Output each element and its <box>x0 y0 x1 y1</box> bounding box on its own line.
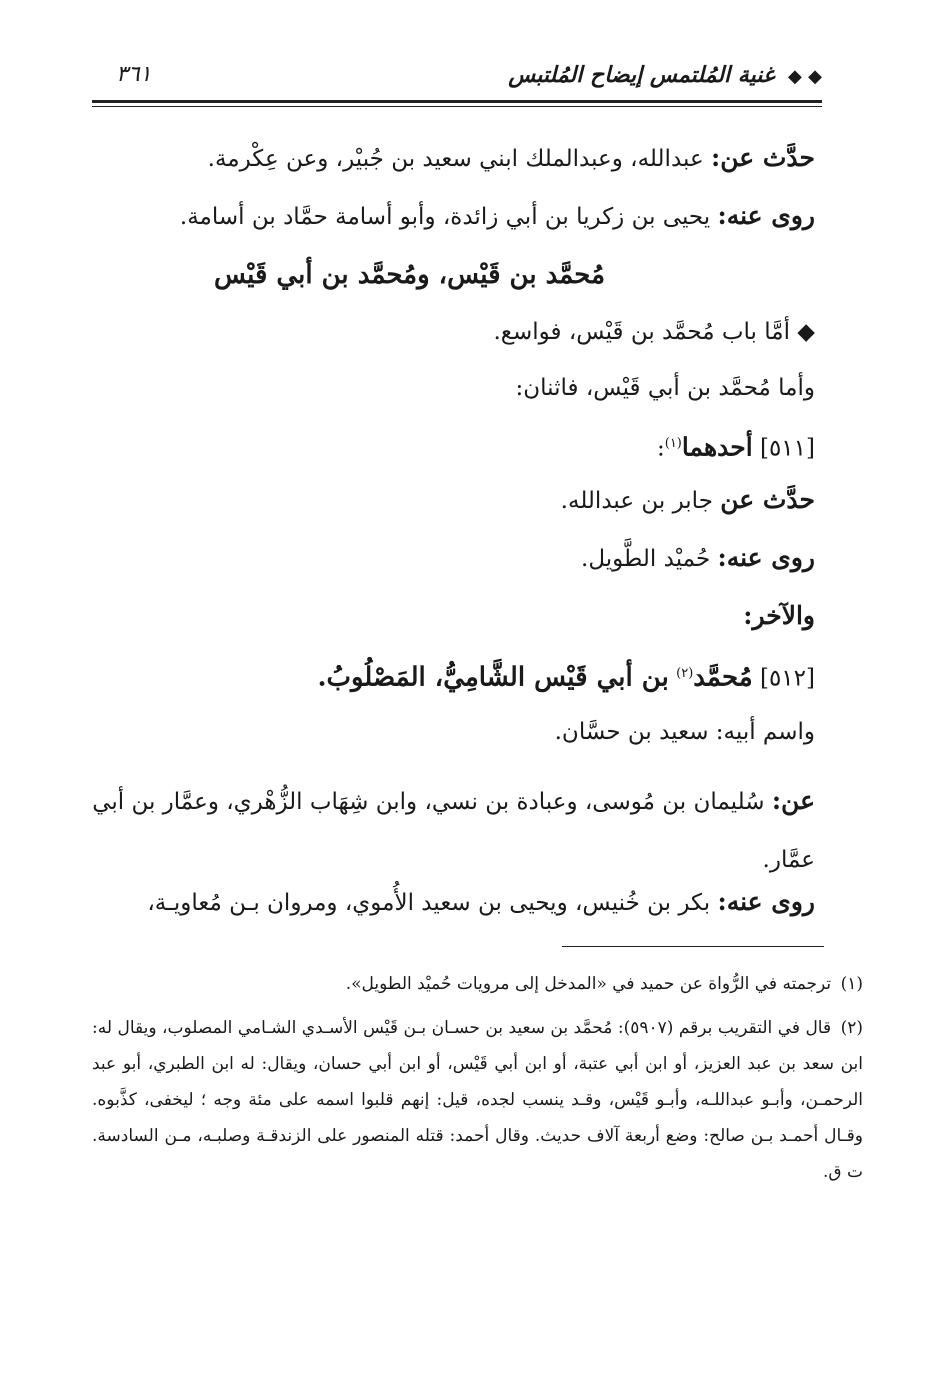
narrators-label: روى عنه: <box>717 543 815 572</box>
footnote-number: (١) <box>840 974 863 994</box>
the-other-label: والآخر: <box>743 601 815 630</box>
running-title-text: غنية المُلتمس إيضاح المُلتبس <box>508 62 775 88</box>
section-heading: مُحمَّد بن قَيْس، ومُحمَّد بن أبي قَيْس <box>213 260 606 290</box>
footnote-number: (٢) <box>840 1018 863 1038</box>
entry-tail: : <box>656 435 665 462</box>
header-divider <box>92 100 822 103</box>
entry-number: [٥١١] <box>759 435 815 462</box>
footnote-divider <box>562 946 824 947</box>
narrated-from-line-2 <box>561 484 815 517</box>
page-header <box>92 58 822 100</box>
narrators-text: حُميْد الطَّويل. <box>581 546 711 572</box>
narrated-from-label: حدَّث عن <box>720 485 815 514</box>
narrators-line-1 <box>180 200 815 233</box>
diamond-ornament-icon: ◆ ◆ <box>788 66 822 87</box>
narrators-label: روى عنه: <box>717 201 815 230</box>
narrators-line-3 <box>147 886 815 919</box>
footnote-marker: (٢) <box>676 666 694 681</box>
from-line <box>92 772 815 889</box>
entry-name: أحدهما <box>681 432 753 462</box>
narrated-from-line-1 <box>208 142 815 175</box>
footnote-text: ترجمته في الرُّواة عن حميد في «المدخل إلى مرويات حُميْد الطويل». <box>345 974 832 994</box>
narrated-from-text: عبدالله، وعبدالملك ابني سعيد بن جُبيْر، وعن عِكْرمة. <box>207 146 704 172</box>
narrated-from-label: حدَّث عن: <box>711 143 815 172</box>
paragraph-line: واسم أبيه: سعيد بن حسَّان. <box>554 719 815 745</box>
narrators-text: بكر بن خُنيس، ويحيى بن سعيد الأُموي، ومروان بـن مُعاويـة، <box>147 890 711 916</box>
paragraph-line: ◆ أمَّا باب مُحمَّد بن قَيْس، فواسع. <box>493 319 815 345</box>
entry-512 <box>317 658 815 695</box>
running-title <box>508 62 822 88</box>
footnote-marker: (١) <box>664 436 682 451</box>
entry-number: [٥١٢] <box>759 665 815 692</box>
entry-name-rest: بن أبي قَيْس الشَّامِيُّ، المَصْلُوبُ. <box>317 662 669 693</box>
narrators-label: روى عنه: <box>717 887 815 916</box>
entry-name: مُحمَّد <box>693 662 753 693</box>
header-divider-thin <box>92 106 822 107</box>
page-number: ٣٦١ <box>116 62 152 87</box>
narrators-line-2 <box>581 542 815 575</box>
narrators-text: يحيى بن زكريا بن أبي زائدة، وأبو أسامة حمَّاد بن أسامة. <box>179 204 711 230</box>
footnote-1 <box>92 966 863 1002</box>
paragraph-line: وأما مُحمَّد بن أبي قَيْس، فاثنان: <box>515 375 815 401</box>
from-text: سُليمان بن مُوسى، وعبادة بن نسي، وابن شِهَاب الزُّهْري، وعمَّار بن أبي عمَّار. <box>92 789 815 873</box>
footnote-2 <box>92 1010 863 1190</box>
from-label: عن: <box>771 786 815 815</box>
entry-511 <box>657 428 815 465</box>
footnote-text: قال في التقريب برقم (٥٩٠٧): مُحمَّد بن سعيد بن حسـان بـن قَيْس الأسـدي الشـامي المصلوب، ويقال له: ابن سعد بن عبد العزيز، أو ابن أبي عتبة، أو ابن أبي قَيْس، أو ابن أبي حسان، ويقال: له ابن الطبري، أبو عبد الرحمـن، وأبـو عبداللـه، وأبـو قَيْس، وقـد ينسب لجده، قيل: إنهم قلبوا اسمه على مئة وجه ؛ ليخفى، كذَّبوه. وقـال أحمـد بـن صالح: وضع أربعة آلاف حديث. وقال أحمد: قتله المنصور على الزندقـة وصلبـه، مـن السادسة. ت ق. <box>92 1018 863 1182</box>
narrated-from-text: جابر بن عبدالله. <box>560 488 713 514</box>
